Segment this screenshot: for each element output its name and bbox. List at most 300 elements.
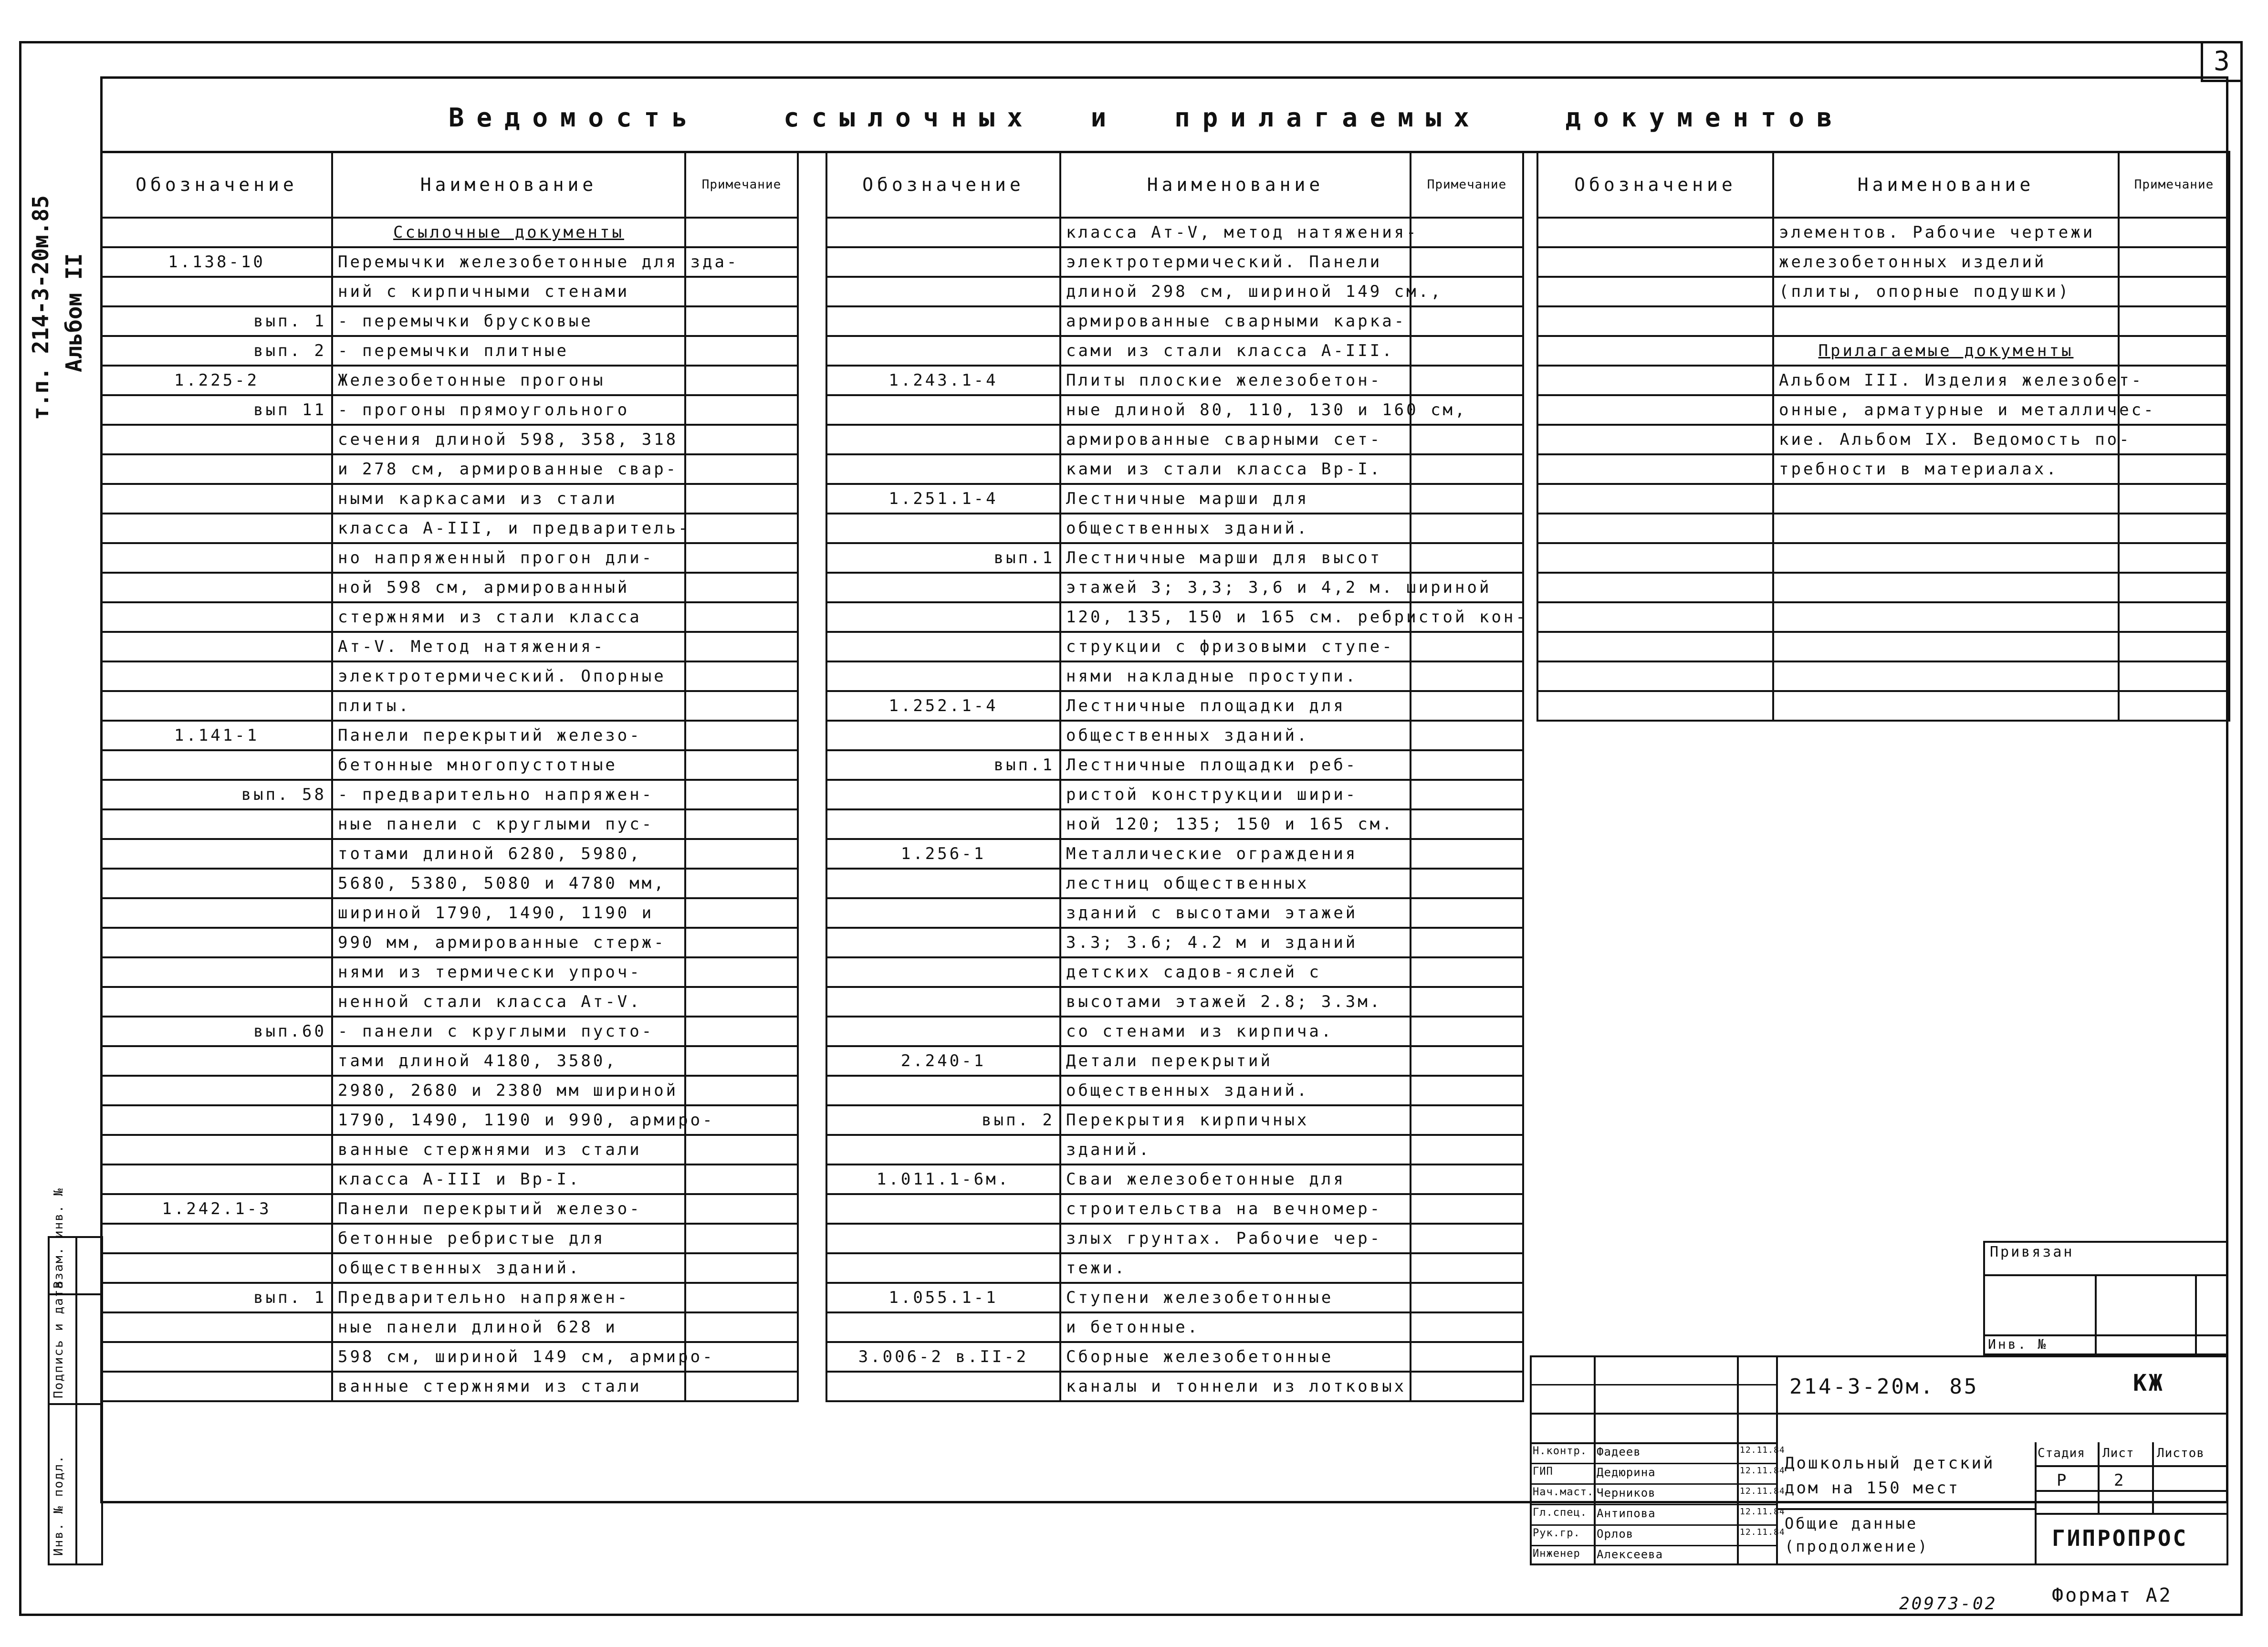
designation-cell: вып.60	[101, 1017, 332, 1046]
name-cell	[1773, 306, 2119, 336]
privyazan-col	[2095, 1274, 2097, 1355]
table-row	[101, 543, 798, 573]
table-row	[826, 632, 1523, 661]
note-cell	[1411, 1342, 1523, 1372]
name-cell: детских садов-яслей с	[1060, 957, 1411, 987]
note-cell	[2119, 543, 2229, 573]
signer-name: Черников	[1597, 1486, 1656, 1500]
designation-cell: вып 11	[101, 395, 332, 425]
designation-cell: вып. 1	[101, 1283, 332, 1312]
note-cell	[685, 218, 798, 247]
note-cell	[685, 1017, 798, 1046]
bottom-note: 20973-02	[1899, 1594, 1997, 1614]
note-cell	[685, 366, 798, 395]
name-cell: лестниц общественных	[1060, 869, 1411, 898]
name-cell: - предварительно напряжен-	[332, 780, 685, 809]
table-row	[826, 247, 1523, 277]
table-row	[826, 454, 1523, 484]
name-cell: ний с кирпичными стенами	[332, 277, 685, 306]
name-cell: Лестничные площадки для	[1060, 691, 1411, 721]
table-row	[101, 1017, 798, 1046]
table-row	[826, 987, 1523, 1017]
doc-code: 214-3-20м. 85	[1789, 1374, 1979, 1399]
designation-cell	[101, 957, 332, 987]
header-designation: Обозначение	[101, 152, 332, 218]
designation-cell	[101, 602, 332, 632]
note-cell	[1411, 1046, 1523, 1076]
side-stamp-divider	[75, 1236, 77, 1565]
name-cell: ные панели длиной 628 и	[332, 1312, 685, 1342]
designation-cell	[826, 218, 1060, 247]
title-block-line	[2035, 1513, 2228, 1515]
table-row	[101, 957, 798, 987]
designation-cell	[826, 306, 1060, 336]
designation-cell	[826, 247, 1060, 277]
note-cell	[2119, 661, 2229, 691]
table-row	[826, 1342, 1523, 1372]
note-cell	[685, 750, 798, 780]
designation-cell: 1.011.1-6м.	[826, 1164, 1060, 1194]
name-cell: бетонные многопустотные	[332, 750, 685, 780]
name-cell: Металлические ограждения	[1060, 839, 1411, 869]
designation-cell	[101, 839, 332, 869]
name-cell: бетонные ребристые для	[332, 1224, 685, 1253]
table-row	[101, 395, 798, 425]
table-row	[1537, 336, 2229, 366]
table-row	[101, 277, 798, 306]
name-cell: общественных зданий.	[1060, 514, 1411, 543]
table-row	[101, 602, 798, 632]
side-album: Альбом II	[61, 253, 87, 372]
table-row	[826, 957, 1523, 987]
note-cell	[1411, 1017, 1523, 1046]
designation-cell	[1537, 336, 1773, 366]
table-row	[826, 514, 1523, 543]
table-row	[1537, 425, 2229, 454]
designation-cell	[101, 1046, 332, 1076]
name-cell	[1773, 691, 2119, 721]
note-cell	[685, 661, 798, 691]
name-cell: тами длиной 4180, 3580,	[332, 1046, 685, 1076]
signer-role: Рук.гр.	[1533, 1527, 1580, 1539]
designation-cell	[101, 514, 332, 543]
note-cell	[1411, 1076, 1523, 1105]
table-row	[101, 1076, 798, 1105]
designation-cell: вып.1	[826, 750, 1060, 780]
note-cell	[685, 543, 798, 573]
name-cell: Лестничные марши для	[1060, 484, 1411, 514]
note-cell	[685, 514, 798, 543]
name-cell: ной 598 см, армированный	[332, 573, 685, 602]
table-row	[826, 721, 1523, 750]
note-cell	[1411, 839, 1523, 869]
designation-cell: 1.256-1	[826, 839, 1060, 869]
table-row	[1537, 454, 2229, 484]
designation-cell	[1537, 306, 1773, 336]
name-cell: ными каркасами из стали	[332, 484, 685, 514]
name-cell: тотами длиной 6280, 5980,	[332, 839, 685, 869]
designation-cell	[826, 987, 1060, 1017]
table-row	[826, 1017, 1523, 1046]
designation-cell	[101, 1224, 332, 1253]
note-cell	[685, 1046, 798, 1076]
name-cell: Лестничные площадки реб-	[1060, 750, 1411, 780]
note-cell	[1411, 247, 1523, 277]
signer-name: Фадеев	[1597, 1445, 1641, 1458]
designation-cell	[826, 928, 1060, 957]
table-row	[1537, 661, 2229, 691]
designation-cell	[101, 425, 332, 454]
name-cell: строительства на вечномер-	[1060, 1194, 1411, 1224]
name-cell: каналы и тоннели из лотковых	[1060, 1372, 1411, 1401]
note-cell	[685, 1224, 798, 1253]
table-row	[101, 336, 798, 366]
note-cell	[1411, 691, 1523, 721]
table-row	[101, 1312, 798, 1342]
table-row	[101, 839, 798, 869]
name-cell: общественных зданий.	[332, 1253, 685, 1283]
note-cell	[685, 454, 798, 484]
name-cell: Ступени железобетонные	[1060, 1283, 1411, 1312]
designation-cell	[101, 484, 332, 514]
table-row	[826, 573, 1523, 602]
designation-cell	[101, 1372, 332, 1401]
header-name: Наименование	[332, 152, 685, 218]
side-field-replace: Взам. инв. №	[52, 1187, 66, 1289]
note-cell	[685, 928, 798, 957]
table-2	[826, 151, 1528, 1402]
table-row	[826, 809, 1523, 839]
name-cell: длиной 298 см, шириной 149 см.,	[1060, 277, 1411, 306]
table-row	[826, 1372, 1523, 1401]
table-row	[101, 1194, 798, 1224]
note-cell	[1411, 1194, 1523, 1224]
table-row	[826, 839, 1523, 869]
name-cell: Предварительно напряжен-	[332, 1283, 685, 1312]
designation-cell	[826, 336, 1060, 366]
table-3	[1536, 151, 2230, 722]
name-cell: тежи.	[1060, 1253, 1411, 1283]
table-row	[826, 1046, 1523, 1076]
name-cell: Сборные железобетонные	[1060, 1342, 1411, 1372]
note-cell	[1411, 780, 1523, 809]
note-cell	[685, 1164, 798, 1194]
note-cell	[1411, 306, 1523, 336]
note-cell	[685, 277, 798, 306]
note-cell	[1411, 898, 1523, 928]
page-title: Ведомость ссылочных и прилагаемых документов	[449, 103, 1845, 133]
inv-no-label: Инв. №	[1988, 1336, 2048, 1352]
note-cell	[1411, 721, 1523, 750]
table-row	[101, 780, 798, 809]
table-row	[826, 1164, 1523, 1194]
name-cell: класса А-III и Вр-I.	[332, 1164, 685, 1194]
designation-cell	[101, 1105, 332, 1135]
table-row	[101, 514, 798, 543]
name-cell: Ат-V. Метод натяжения-	[332, 632, 685, 661]
designation-cell	[101, 1076, 332, 1105]
name-cell: класса Ат-V, метод натяжения-	[1060, 218, 1411, 247]
designation-cell	[826, 1372, 1060, 1401]
designation-cell	[1537, 484, 1773, 514]
name-cell: общественных зданий.	[1060, 1076, 1411, 1105]
name-cell: класса А-III, и предваритель-	[332, 514, 685, 543]
title-block-col	[1737, 1355, 1739, 1565]
table-row	[1537, 573, 2229, 602]
designation-cell	[1537, 454, 1773, 484]
name-cell: 2980, 2680 и 2380 мм шириной	[332, 1076, 685, 1105]
designation-cell: вып. 2	[826, 1105, 1060, 1135]
signer-role: Инженер	[1533, 1548, 1580, 1560]
name-cell: зданий.	[1060, 1135, 1411, 1164]
sheet-number: 3	[2201, 41, 2243, 82]
designation-cell: вып. 2	[101, 336, 332, 366]
note-cell	[685, 1076, 798, 1105]
sheet-value: 2	[2114, 1471, 2126, 1490]
name-cell: - перемычки брусковые	[332, 306, 685, 336]
note-cell	[685, 869, 798, 898]
designation-cell: вып. 58	[101, 780, 332, 809]
table-row	[1537, 514, 2229, 543]
designation-cell	[1537, 247, 1773, 277]
designation-cell: 1.242.1-3	[101, 1194, 332, 1224]
name-cell: ванные стержнями из стали	[332, 1135, 685, 1164]
note-cell	[2119, 425, 2229, 454]
designation-cell	[826, 661, 1060, 691]
name-cell: армированные сварными сет-	[1060, 425, 1411, 454]
header-note: Примечание	[2119, 152, 2229, 218]
designation-cell	[101, 1253, 332, 1283]
designation-cell	[826, 869, 1060, 898]
name-cell: Лестничные марши для высот	[1060, 543, 1411, 573]
table-row	[101, 484, 798, 514]
note-cell	[685, 573, 798, 602]
table-row	[101, 454, 798, 484]
designation-cell	[826, 514, 1060, 543]
table-row	[1537, 691, 2229, 721]
name-cell: но напряженный прогон дли-	[332, 543, 685, 573]
header-designation: Обозначение	[826, 152, 1060, 218]
title-block-line	[2035, 1490, 2228, 1492]
note-cell	[2119, 277, 2229, 306]
table-row	[101, 1046, 798, 1076]
note-cell	[2119, 691, 2229, 721]
table-1	[100, 151, 799, 1402]
designation-cell	[1537, 395, 1773, 425]
title-block-col	[2098, 1442, 2100, 1513]
table-row	[101, 366, 798, 395]
table-row	[826, 1105, 1523, 1135]
designation-cell	[826, 780, 1060, 809]
signer-role: Нач.маст.	[1533, 1486, 1594, 1498]
designation-cell	[101, 809, 332, 839]
designation-cell	[101, 987, 332, 1017]
name-cell: Прилагаемые документы	[1773, 336, 2119, 366]
note-cell	[1411, 1372, 1523, 1401]
name-cell: нями накладные проступи.	[1060, 661, 1411, 691]
stage-value: Р	[2057, 1471, 2069, 1490]
table-row	[1537, 277, 2229, 306]
table-row	[101, 218, 798, 247]
signer-name: Орлов	[1597, 1527, 1634, 1541]
designation-cell	[101, 1164, 332, 1194]
table-row	[1537, 306, 2229, 336]
table-row	[101, 750, 798, 780]
signer-date: 12.11.84	[1740, 1527, 1785, 1537]
table-row	[101, 1253, 798, 1283]
note-cell	[2119, 336, 2229, 366]
name-cell: ненной стали класса Ат-V.	[332, 987, 685, 1017]
table-row	[826, 277, 1523, 306]
note-cell	[1411, 218, 1523, 247]
designation-cell	[1537, 632, 1773, 661]
designation-cell	[101, 750, 332, 780]
name-cell: требности в материалах.	[1773, 454, 2119, 484]
name-cell: армированные сварными карка-	[1060, 306, 1411, 336]
table-row	[101, 898, 798, 928]
name-cell: Альбом III. Изделия железобет-	[1773, 366, 2119, 395]
note-cell	[1411, 928, 1523, 957]
designation-cell	[826, 1135, 1060, 1164]
designation-cell	[101, 454, 332, 484]
table-row	[101, 987, 798, 1017]
table-row	[101, 1283, 798, 1312]
name-cell: Ссылочные документы	[332, 218, 685, 247]
name-cell: 990 мм, армированные стерж-	[332, 928, 685, 957]
designation-cell	[101, 632, 332, 661]
note-cell	[1411, 750, 1523, 780]
name-cell: ками из стали класса Вр-I.	[1060, 454, 1411, 484]
designation-cell	[1537, 602, 1773, 632]
designation-cell	[101, 928, 332, 957]
name-cell: стержнями из стали класса	[332, 602, 685, 632]
designation-cell	[101, 1342, 332, 1372]
name-cell	[1773, 661, 2119, 691]
note-cell	[2119, 632, 2229, 661]
designation-cell	[826, 721, 1060, 750]
signer-date: 12.11.84	[1740, 1445, 1785, 1455]
note-cell	[1411, 957, 1523, 987]
note-cell	[1411, 987, 1523, 1017]
note-cell	[2119, 573, 2229, 602]
designation-cell	[1537, 661, 1773, 691]
note-cell	[1411, 336, 1523, 366]
designation-cell	[826, 454, 1060, 484]
signer-name: Антипова	[1597, 1507, 1656, 1520]
name-cell: Панели перекрытий железо-	[332, 721, 685, 750]
name-cell: - прогоны прямоугольного	[332, 395, 685, 425]
designation-cell	[101, 869, 332, 898]
designation-cell	[826, 277, 1060, 306]
signer-role: ГИП	[1533, 1466, 1553, 1478]
name-cell: и 278 см, армированные свар-	[332, 454, 685, 484]
table-row	[826, 1224, 1523, 1253]
note-cell	[2119, 247, 2229, 277]
note-cell	[2119, 306, 2229, 336]
note-cell	[1411, 1164, 1523, 1194]
designation-cell	[826, 1194, 1060, 1224]
side-field-sign: Подпись и дата	[52, 1280, 66, 1398]
sheet-label: Лист	[2102, 1446, 2134, 1460]
note-cell	[685, 1312, 798, 1342]
name-cell: электротермический. Панели	[1060, 247, 1411, 277]
signer-date: 12.11.84	[1740, 1507, 1785, 1517]
designation-cell	[1537, 425, 1773, 454]
name-cell: 598 см, шириной 149 см, армиро-	[332, 1342, 685, 1372]
table-row	[1537, 632, 2229, 661]
table-row	[1537, 247, 2229, 277]
designation-cell	[826, 1224, 1060, 1253]
note-cell	[2119, 454, 2229, 484]
designation-cell	[826, 573, 1060, 602]
designation-cell: 1.138-10	[101, 247, 332, 277]
note-cell	[685, 1194, 798, 1224]
organization: ГИПРОПРОС	[2052, 1525, 2188, 1551]
table-row	[826, 750, 1523, 780]
note-cell	[685, 306, 798, 336]
table-row	[101, 425, 798, 454]
designation-cell: 1.252.1-4	[826, 691, 1060, 721]
table-row	[101, 1342, 798, 1372]
table-row	[826, 661, 1523, 691]
signer-row-line	[1530, 1524, 1776, 1526]
table-row	[101, 869, 798, 898]
note-cell	[685, 425, 798, 454]
name-cell: 3.3; 3.6; 4.2 м и зданий	[1060, 928, 1411, 957]
table-row	[101, 247, 798, 277]
note-cell	[1411, 632, 1523, 661]
note-cell	[685, 721, 798, 750]
note-cell	[1411, 514, 1523, 543]
designation-cell	[101, 1135, 332, 1164]
name-cell	[1773, 543, 2119, 573]
note-cell	[1411, 1283, 1523, 1312]
name-cell: кие. Альбом IX. Ведомость по-	[1773, 425, 2119, 454]
designation-cell: 3.006-2 в.II-2	[826, 1342, 1060, 1372]
designation-cell	[101, 277, 332, 306]
table-row	[1537, 543, 2229, 573]
note-cell	[1411, 454, 1523, 484]
table-row	[826, 898, 1523, 928]
note-cell	[685, 1283, 798, 1312]
table-row	[1537, 602, 2229, 632]
signer-row-line	[1530, 1483, 1776, 1485]
name-cell: 120, 135, 150 и 165 см. ребристой кон-	[1060, 602, 1411, 632]
name-cell: Панели перекрытий железо-	[332, 1194, 685, 1224]
note-cell	[685, 898, 798, 928]
designation-cell	[826, 898, 1060, 928]
designation-cell	[1537, 543, 1773, 573]
note-cell	[685, 1135, 798, 1164]
designation-cell: вып.1	[826, 543, 1060, 573]
object-name: Дошкольный детский дом на 150 мест	[1785, 1454, 1995, 1498]
stage-label: Стадия	[2038, 1446, 2085, 1460]
table-row	[101, 809, 798, 839]
table-row	[1537, 484, 2229, 514]
doc-mark: КЖ	[2133, 1370, 2164, 1396]
name-cell: плиты.	[332, 691, 685, 721]
format-label: Формат А2	[2052, 1584, 2173, 1606]
sheets-label: Листов	[2157, 1446, 2205, 1460]
note-cell	[685, 395, 798, 425]
name-cell: ристой конструкции шири-	[1060, 780, 1411, 809]
name-cell: сами из стали класса А-III.	[1060, 336, 1411, 366]
header-name: Наименование	[1060, 152, 1411, 218]
note-cell	[2119, 484, 2229, 514]
privyazan-label: Привязан	[1990, 1244, 2074, 1260]
table-row	[826, 543, 1523, 573]
name-cell: Перемычки железобетонные для зда-	[332, 247, 685, 277]
